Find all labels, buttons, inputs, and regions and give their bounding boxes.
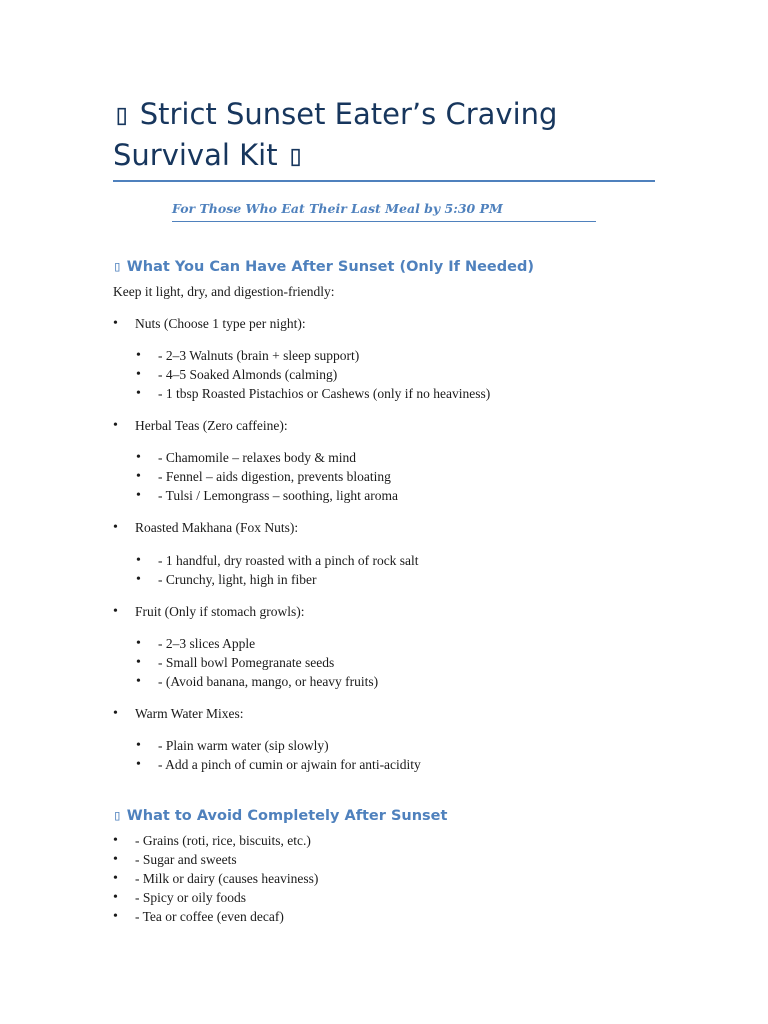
list-item-text: - Fennel – aids digestion, prevents bloating — [158, 469, 391, 484]
list-item-text: - Spicy or oily foods — [135, 890, 246, 905]
bullet-icon: • — [136, 488, 141, 503]
list-item-text: - 1 tbsp Roasted Pistachios or Cashews (only if no heaviness) — [158, 386, 491, 401]
group-label: Herbal Teas (Zero caffeine): — [135, 418, 288, 433]
list-item-text: - Crunchy, light, high in fiber — [158, 572, 317, 587]
list-item-text: - Tea or coffee (even decaf) — [135, 909, 284, 924]
section-intro: Keep it light, dry, and digestion-friendly: — [113, 284, 335, 299]
list-item-text: - Sugar and sweets — [135, 852, 237, 867]
bullet-icon: • — [136, 450, 141, 465]
missing-glyph-icon: ▯ — [286, 138, 305, 172]
missing-glyph-icon: ▯ — [113, 808, 122, 824]
bullet-icon: • — [136, 367, 141, 382]
bullet-icon: • — [113, 833, 118, 848]
group-label: Nuts (Choose 1 type per night): — [135, 316, 306, 331]
bullet-icon: • — [113, 852, 118, 867]
missing-glyph-icon: ▯ — [113, 97, 131, 131]
list-item-text: - Tulsi / Lemongrass – soothing, light aroma — [158, 488, 399, 503]
missing-glyph-icon: ▯ — [113, 259, 122, 275]
list-item-text: - 2–3 Walnuts (brain + sleep support) — [158, 348, 360, 363]
bullet-icon: • — [113, 706, 118, 721]
document-subtitle: For Those Who Eat Their Last Meal by 5:30 PM — [172, 201, 503, 216]
list-item-text: - Milk or dairy (causes heaviness) — [135, 871, 319, 886]
section-heading-allowed — [113, 259, 534, 275]
bullet-icon: • — [136, 469, 141, 484]
list-item-text: - Grains (roti, rice, biscuits, etc.) — [135, 833, 311, 848]
bullet-icon: • — [113, 418, 118, 433]
bullet-icon: • — [113, 316, 118, 331]
list-item-text: - Small bowl Pomegranate seeds — [158, 655, 335, 670]
bullet-icon: • — [136, 757, 141, 772]
bullet-icon: • — [136, 553, 141, 568]
bullet-icon: • — [136, 738, 141, 753]
bullet-icon: • — [136, 655, 141, 670]
list-item-text: - 1 handful, dry roasted with a pinch of rock salt — [158, 553, 419, 568]
bullet-icon: • — [136, 386, 141, 401]
list-item-text: - Add a pinch of cumin or ajwain for anti-acidity — [158, 757, 421, 772]
list-item-text: - Chamomile – relaxes body & mind — [158, 450, 356, 465]
bullet-icon: • — [136, 572, 141, 587]
bullet-icon: • — [113, 520, 118, 535]
bullet-icon: • — [136, 636, 141, 651]
bullet-icon: • — [136, 674, 141, 689]
bullet-icon: • — [113, 604, 118, 619]
list-item-text: - Plain warm water (sip slowly) — [158, 738, 329, 753]
subtitle-underline — [172, 221, 596, 222]
group-label: Fruit (Only if stomach growls): — [135, 604, 305, 619]
section-heading-text: What You Can Have After Sunset (Only If Needed) — [126, 259, 534, 275]
list-item-text: - 4–5 Soaked Almonds (calming) — [158, 367, 338, 382]
bullet-icon: • — [113, 909, 118, 924]
section-heading-avoid — [113, 808, 447, 824]
bullet-icon: • — [136, 348, 141, 363]
document-title — [113, 94, 658, 176]
group-label: Warm Water Mixes: — [135, 706, 244, 721]
list-item-text: - (Avoid banana, mango, or heavy fruits) — [158, 674, 379, 689]
title-underline — [113, 180, 655, 182]
section-heading-text: What to Avoid Completely After Sunset — [126, 808, 448, 824]
group-label: Roasted Makhana (Fox Nuts): — [135, 520, 299, 535]
title-text: Strict Sunset Eater’s Craving Survival Kit — [113, 97, 558, 172]
bullet-icon: • — [113, 871, 118, 886]
list-item-text: - 2–3 slices Apple — [158, 636, 256, 651]
bullet-icon: • — [113, 890, 118, 905]
